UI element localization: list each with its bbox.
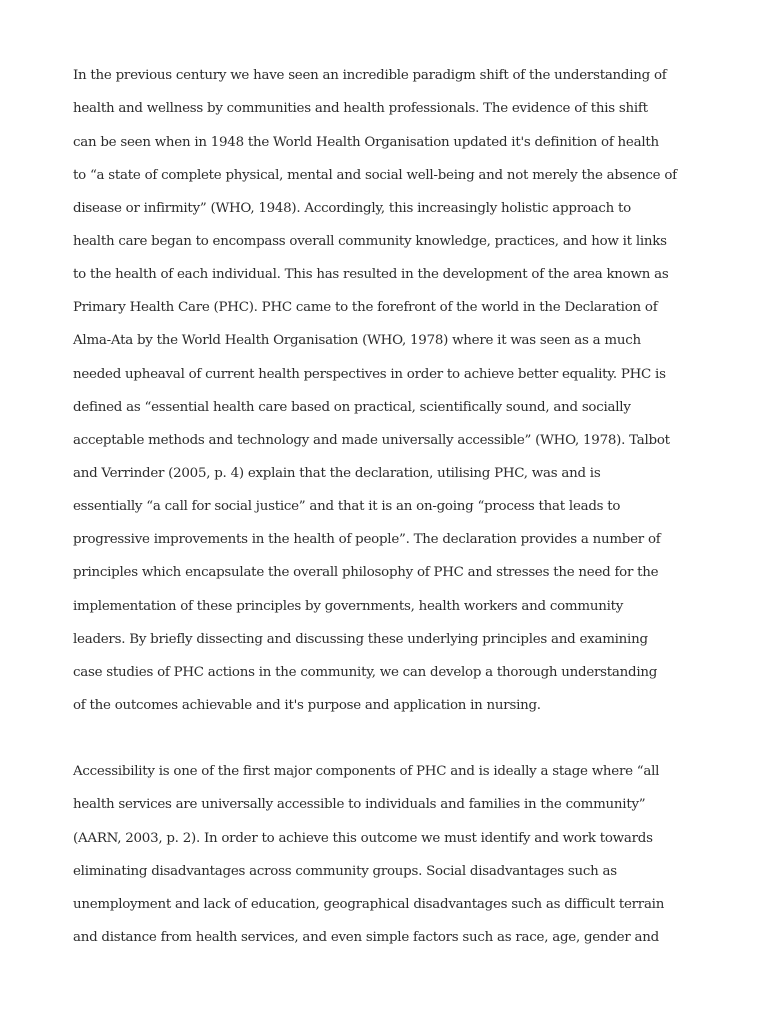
text-line: acceptable methods and technology and made universally accessible” (WHO, 1978). Talbot — [73, 433, 670, 448]
text-line: and Verrinder (2005, p. 4) explain that the declaration, utilising PHC, was and is — [73, 466, 601, 481]
text-line: implementation of these principles by governments, health workers and community — [73, 599, 624, 614]
text-line: and distance from health services, and even simple factors such as race, age, gender and — [73, 930, 659, 945]
text-line: defined as “essential health care based on practical, scientifically sound, and socially — [73, 400, 631, 415]
text-line: (AARN, 2003, p. 2). In order to achieve this outcome we must identify and work towards — [73, 831, 653, 846]
text-line: to “a state of complete physical, mental and social well-being and not merely the absence of — [73, 168, 677, 183]
text-line: essentially “a call for social justice” and that it is an on-going “process that leads to — [73, 499, 621, 514]
text-line: can be seen when in 1948 the World Health Organisation updated it's definition of health — [73, 135, 659, 150]
text-line: to the health of each individual. This has resulted in the development of the area known as — [73, 267, 669, 282]
text-line: health care began to encompass overall community knowledge, practices, and how it links — [73, 234, 667, 249]
text-line: progressive improvements in the health of people”. The declaration provides a number of — [73, 532, 661, 547]
text-line: Accessibility is one of the first major components of PHC and is ideally a stage where “all — [73, 764, 660, 779]
text-line: In the previous century we have seen an incredible paradigm shift of the understanding of — [73, 68, 667, 83]
text-line: needed upheaval of current health perspectives in order to achieve better equality. PHC is — [73, 367, 666, 382]
text-line: unemployment and lack of education, geographical disadvantages such as difficult terrain — [73, 897, 665, 912]
text-line: case studies of PHC actions in the community, we can develop a thorough understanding — [73, 665, 658, 680]
text-line: Alma-Ata by the World Health Organisation (WHO, 1978) where it was seen as a much — [73, 333, 641, 348]
text-line: health and wellness by communities and health professionals. The evidence of this shift — [73, 101, 648, 116]
text-line: principles which encapsulate the overall philosophy of PHC and stresses the need for the — [73, 565, 659, 580]
text-line: Primary Health Care (PHC). PHC came to the forefront of the world in the Declaration of — [73, 300, 658, 315]
text-line: eliminating disadvantages across community groups. Social disadvantages such as — [73, 864, 617, 879]
text-line: leaders. By briefly dissecting and discussing these underlying principles and examining — [73, 632, 648, 647]
text-line: of the outcomes achievable and it's purpose and application in nursing. — [73, 698, 541, 713]
text-line: health services are universally accessible to individuals and families in the community” — [73, 797, 646, 812]
text-line: disease or infirmity” (WHO, 1948). Accordingly, this increasingly holistic approach to — [73, 201, 631, 216]
